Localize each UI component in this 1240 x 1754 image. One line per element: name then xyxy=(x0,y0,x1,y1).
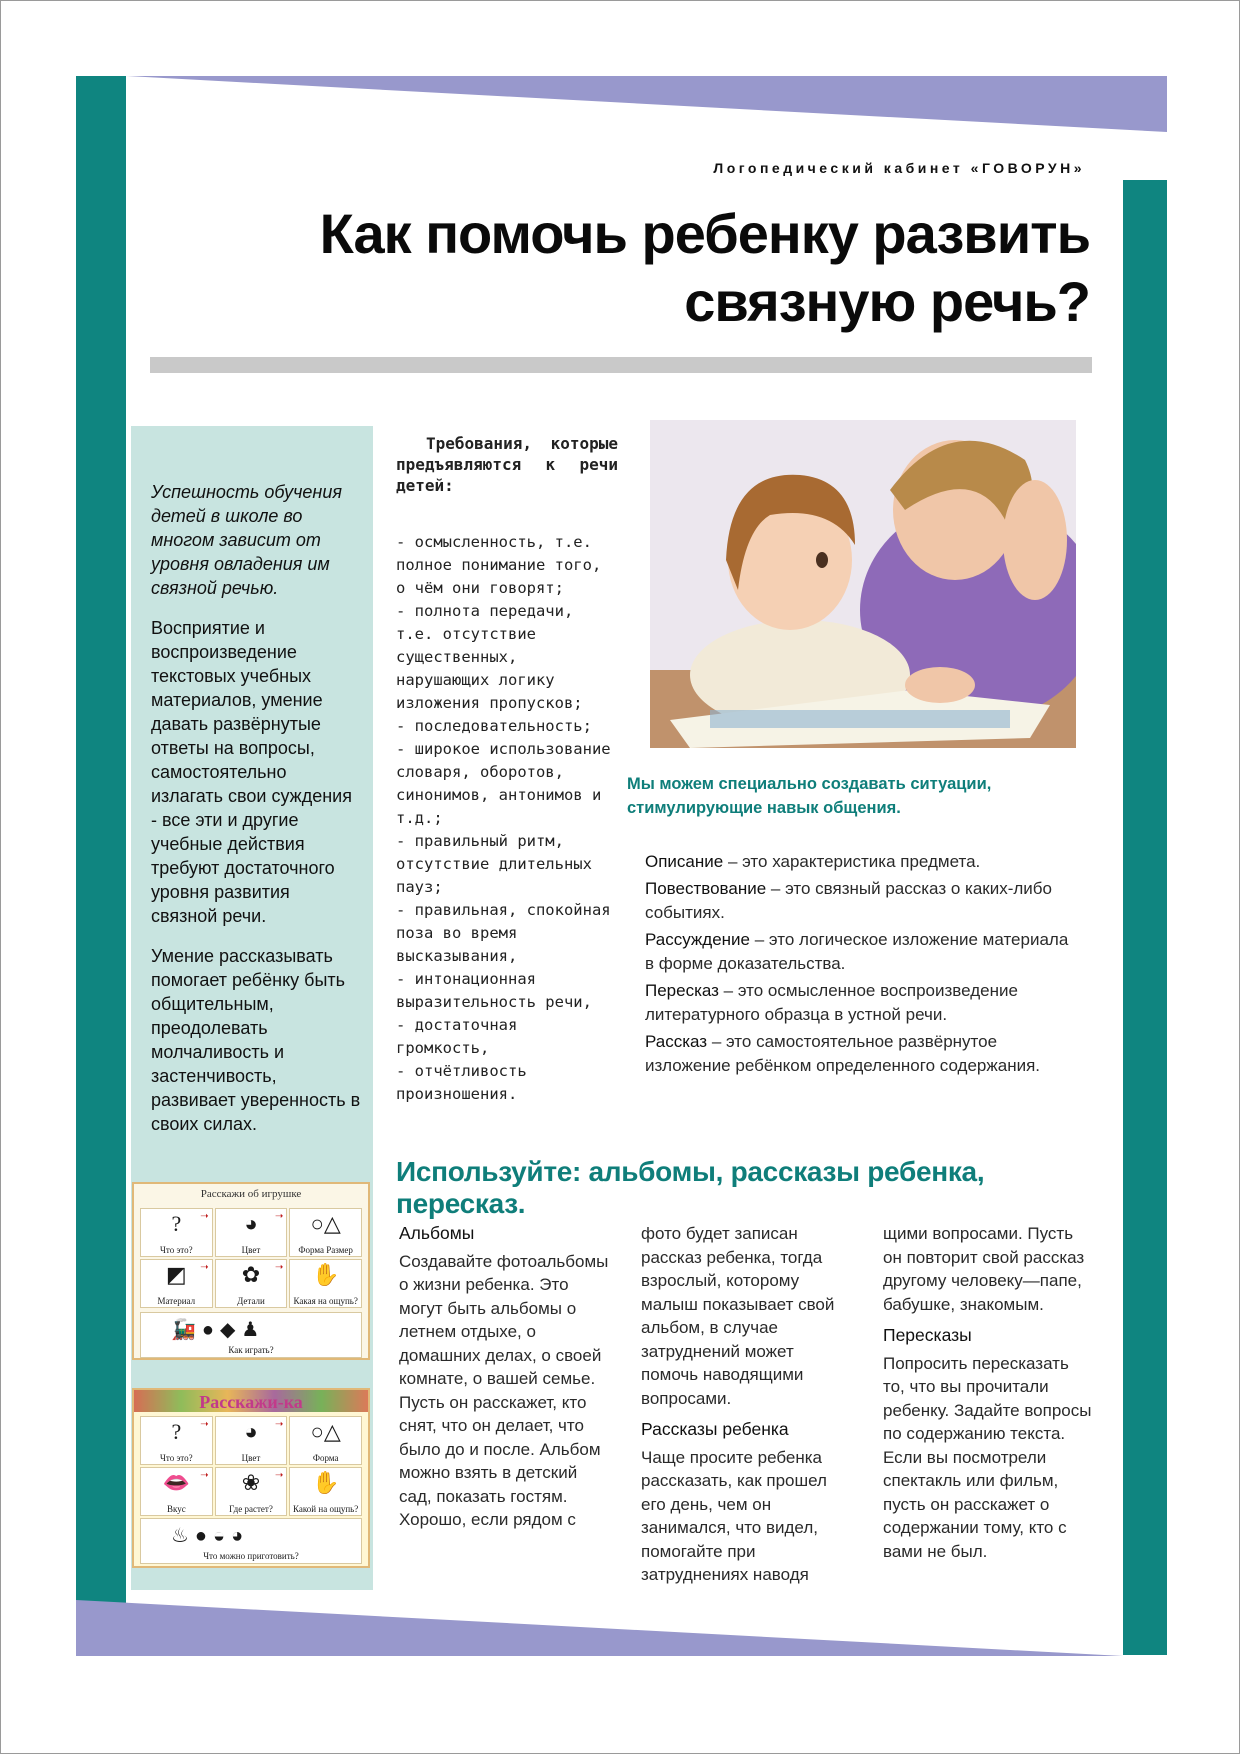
food-card-cell: ✋ Какой на ощупь? xyxy=(289,1467,362,1516)
food-card-cell: ○△ Форма xyxy=(289,1416,362,1465)
definition-item xyxy=(645,979,1075,1028)
color-wheel-icon: ◕ xyxy=(244,1419,258,1444)
office-name: Логопедический кабинет «ГОВОРУН» xyxy=(713,160,1085,176)
list-item: - интонационная выразительность речи, xyxy=(396,970,592,1011)
arrow-icon: ➝ xyxy=(274,1262,284,1273)
albums-heading: Альбомы xyxy=(399,1223,475,1243)
food-card-grid xyxy=(140,1416,362,1516)
title-line-2: связную речь? xyxy=(684,270,1090,333)
material-icon: ◩ xyxy=(165,1262,187,1287)
arrow-icon: ➝ xyxy=(200,1470,209,1481)
food-card-bottom: ♨●◒◕ Что можно приготовить? xyxy=(140,1518,362,1564)
toy-story-card xyxy=(132,1182,370,1360)
definition-text: – это логическое изложение материала в форме доказательства. xyxy=(645,929,1069,973)
requirements-list xyxy=(396,531,618,1106)
list-item: - отчётливость произношения. xyxy=(396,1062,527,1103)
garden-icon: ❀ xyxy=(241,1470,261,1495)
list-item: - правильный ритм, отсутствие длительных пауз; xyxy=(396,832,592,896)
cookware-icon: ♨●◒◕ xyxy=(171,1525,250,1547)
requirements-heading: Требования, которые предъявляются к речи детей: xyxy=(396,434,618,495)
sidebar-text xyxy=(151,480,361,1152)
food-story-card xyxy=(132,1388,370,1568)
photo-caption: Мы можем специально создавать ситуации, стимулирующие навык общения. xyxy=(627,775,992,817)
definition-term: Описание xyxy=(645,852,724,871)
definition-text: – это характеристика предмета. xyxy=(723,852,981,871)
toy-card-grid xyxy=(140,1208,362,1308)
decor-bar-left xyxy=(76,76,126,1656)
sidebar-lead: Успешность обучения детей в школе во многом зависит от уровня овладения им связной речью. xyxy=(151,482,342,598)
definition-item xyxy=(645,877,1075,926)
list-item: - последовательность; xyxy=(396,717,592,735)
toy-card-cell: ➝ ✿ Детали xyxy=(215,1259,288,1308)
arrow-icon: ➝ xyxy=(200,1419,209,1430)
mother-child-photo xyxy=(650,420,1076,748)
toys-icon: 🚂●◆♟ xyxy=(171,1319,266,1341)
toy-card-cell: ○△ Форма Размер xyxy=(289,1208,362,1257)
toy-card-title: Расскажи об игрушке xyxy=(200,1188,302,1200)
list-item: - правильная, спокойная поза во время высказывания, xyxy=(396,901,611,965)
retellings-heading: Пересказы xyxy=(883,1325,972,1345)
toy-card-cell: ➝ ? Что это? xyxy=(140,1208,213,1257)
mouth-icon: 👄 xyxy=(162,1470,191,1495)
hand-icon: ✋ xyxy=(311,1262,340,1287)
food-card-cell: ➝ 👄 Вкус xyxy=(140,1467,213,1516)
list-item: - достаточная громкость, xyxy=(396,1016,518,1057)
decor-bar-right xyxy=(1123,180,1167,1655)
hand-icon: ✋ xyxy=(311,1470,340,1495)
title-rule xyxy=(150,357,1092,373)
arrow-icon: ➝ xyxy=(200,1262,209,1273)
arrow-icon: ➝ xyxy=(274,1211,284,1222)
toy-card-cell: ➝ ◕ Цвет xyxy=(215,1208,288,1257)
albums-text-continued: фото будет записан рассказ ребенка, тогда взрослый, которому малыш показывает свой альбом, в случае затруднений может помочь наводящими вопросами. xyxy=(641,1224,835,1408)
definition-text: – это связный рассказ о каких-либо событиях. xyxy=(645,878,1052,922)
sidebar-paragraph-3: Умение рассказывать помогает ребёнку быть общительным, преодолевать молчаливость и застенчивость, развивает уверенность в своих силах. xyxy=(151,946,361,1134)
stories-text-continued: щими вопросами. Пусть он повторит свой рассказ другому человеку—папе, бабушке, знакомым. xyxy=(883,1224,1085,1314)
question-icon: ? xyxy=(171,1419,182,1444)
definition-item xyxy=(645,1030,1075,1079)
definition-term: Пересказ xyxy=(645,980,719,1000)
details-icon: ✿ xyxy=(241,1262,261,1287)
toy-card-cell: ➝ ◩ Материал xyxy=(140,1259,213,1308)
list-item: - широкое использование словаря, оборотов, синонимов, антонимов и т.д.; xyxy=(396,740,611,827)
shapes-icon: ○△ xyxy=(310,1419,341,1444)
advice-column-1 xyxy=(399,1222,609,1532)
toy-card-cell: ✋ Какая на ощупь? xyxy=(289,1259,362,1308)
definitions-block xyxy=(645,850,1075,1081)
use-heading: Используйте: альбомы, рассказы ребенка, пересказ. xyxy=(396,1156,985,1219)
page-title xyxy=(250,200,1090,336)
arrow-icon: ➝ xyxy=(274,1419,284,1430)
advice-column-3 xyxy=(883,1222,1093,1563)
food-card-cell: ➝ ? Что это? xyxy=(140,1416,213,1465)
list-item: - осмысленность, т.е. полное понимание того, о чём они говорят; xyxy=(396,533,602,597)
arrow-icon: ➝ xyxy=(274,1470,284,1481)
stories-text: Чаще просите ребенка рассказать, как прошел его день, чем он занимался, что видел, помогайте при затруднениях наводя xyxy=(641,1447,827,1584)
food-card-cell: ➝ ◕ Цвет xyxy=(215,1416,288,1465)
stories-heading: Рассказы ребенка xyxy=(641,1419,789,1439)
definition-text: – это осмысленное воспроизведение литературного образца в устной речи. xyxy=(645,980,1018,1024)
definition-term: Рассказ xyxy=(645,1031,708,1051)
title-line-1: Как помочь ребенку развить xyxy=(319,202,1090,265)
color-wheel-icon: ◕ xyxy=(244,1211,258,1236)
advice-column-2 xyxy=(641,1222,851,1587)
photo-illustration xyxy=(650,420,1076,748)
arrow-icon: ➝ xyxy=(200,1211,209,1222)
shapes-icon: ○△ xyxy=(310,1211,341,1236)
food-card-cell: ➝ ❀ Где растет? xyxy=(215,1467,288,1516)
sidebar-paragraph-2: Восприятие и воспроизведение текстовых учебных материалов, умение давать развёрнутые ответы на вопросы, самостоятельно излагать свои суждения - все эти и другие учебные действия требуют достаточного уровня развития связной речи. xyxy=(151,618,352,926)
list-item: - полнота передачи, т.е. отсутствие существенных, нарушающих логику изложения пропусков; xyxy=(396,602,583,712)
definition-term: Повествование xyxy=(645,878,767,898)
definition-text: – это самостоятельное развёрнутое изложение ребёнком определенного содержания. xyxy=(645,1031,1041,1075)
retellings-text: Попросить пересказать то, что вы прочитали ребенку. Задайте вопросы по содержанию текста. Если вы посмотрели спектакль или фильм, пусть он расскажет о содержании тому, кто с вами не был. xyxy=(883,1353,1092,1561)
question-icon: ? xyxy=(171,1211,182,1236)
toy-card-bottom: 🚂●◆♟ Как играть? xyxy=(140,1312,362,1358)
definition-item xyxy=(645,928,1075,977)
food-card-title: Расскажи-ка xyxy=(199,1392,303,1412)
albums-text: Создавайте фотоальбомы о жизни ребенка. Это могут быть альбомы о летнем отдыхе, о домашних делах, о своей комнате, о вашей семье. Пусть он расскажет, кто снят, что он делает, что было до и после. Альбом можно взять в детский сад, показать гостям. Хорошо, если рядом с xyxy=(399,1251,609,1529)
definition-item xyxy=(645,850,1075,875)
definition-term: Рассуждение xyxy=(645,929,751,949)
